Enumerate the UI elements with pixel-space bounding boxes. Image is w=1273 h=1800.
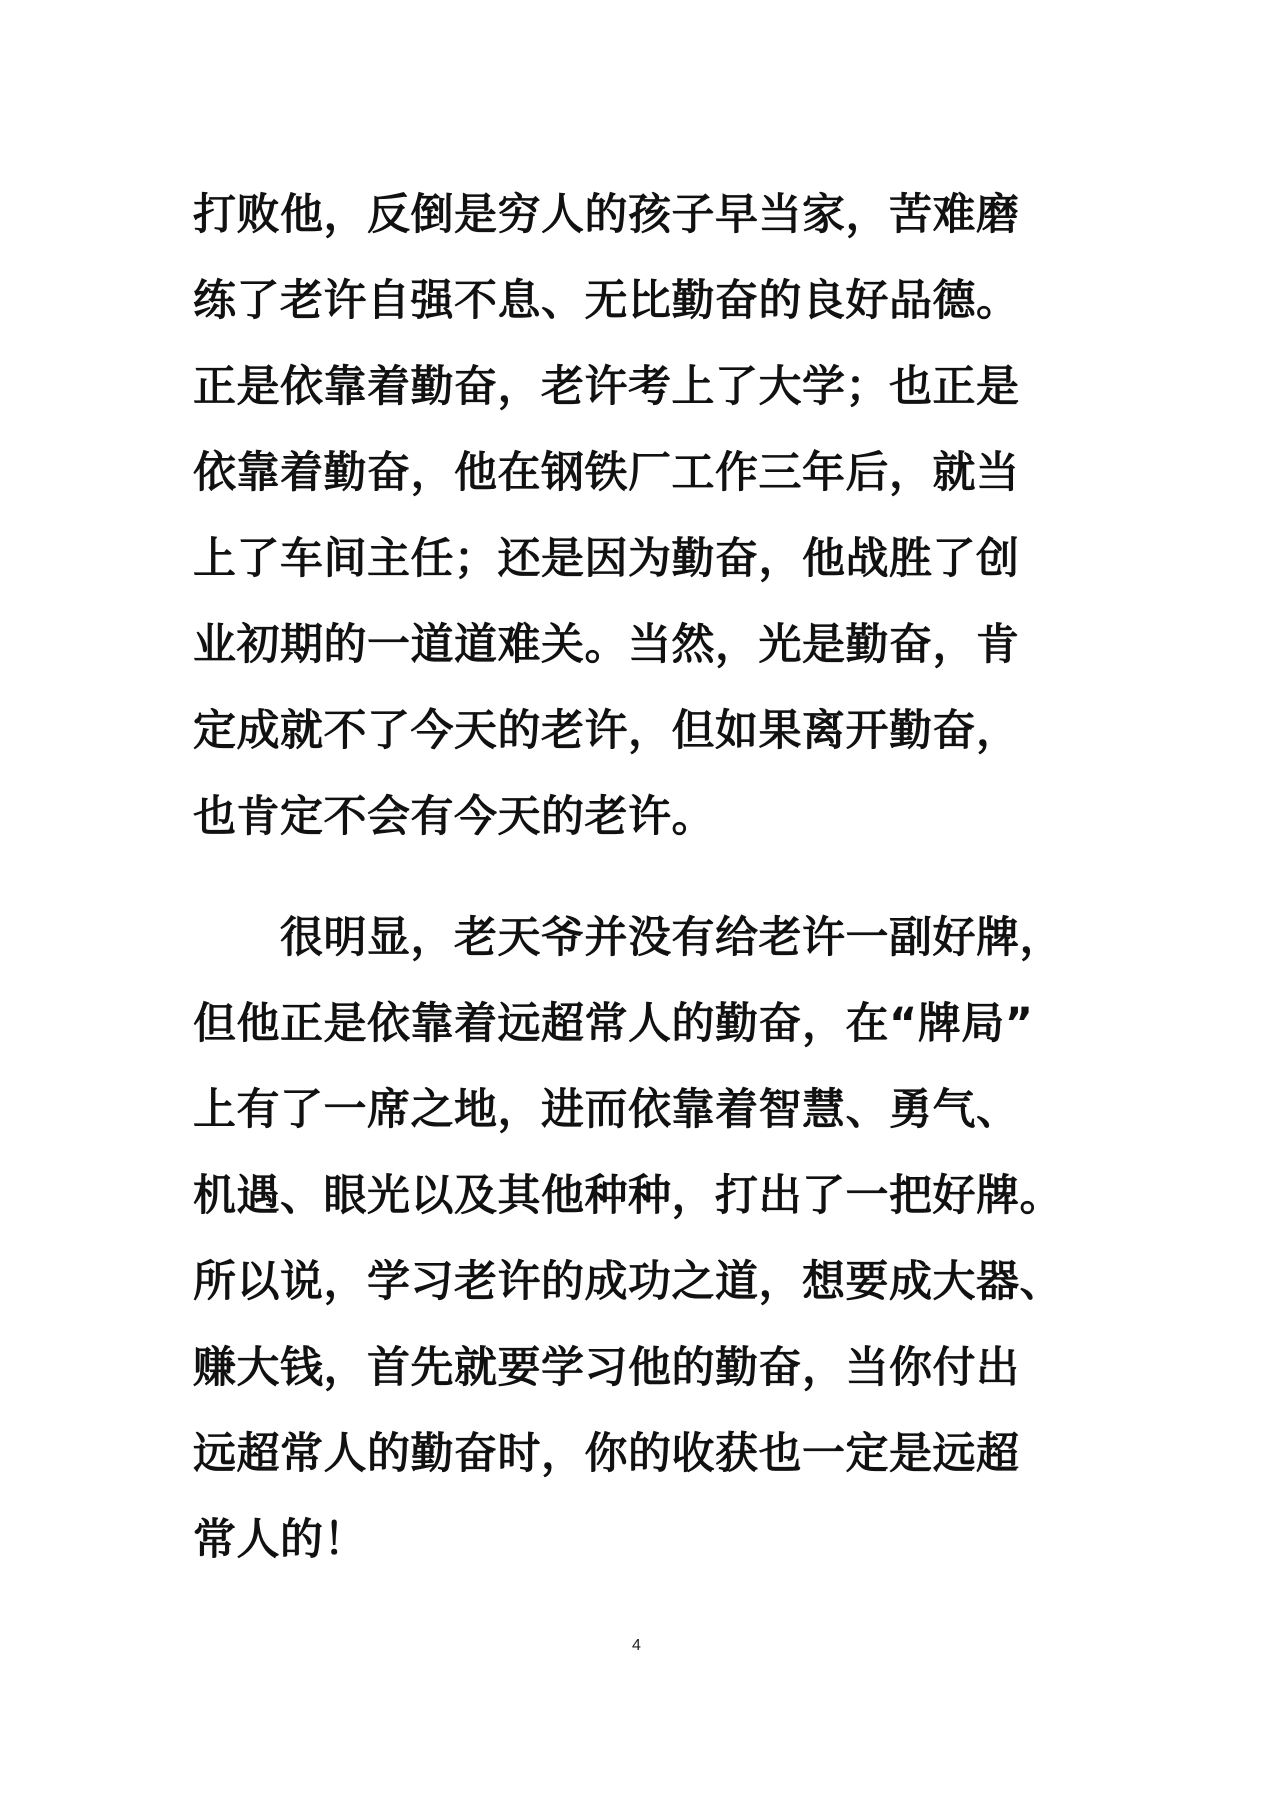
paragraph-continued	[193, 172, 1093, 860]
text-line: 上了车间主任；还是因为勤奋，他战胜了创	[193, 534, 1020, 584]
text-line: 常人的！	[193, 1515, 367, 1565]
text-line: 但他正是依靠着远超常人的勤奋，在“牌局”	[193, 999, 1034, 1049]
text-line: 正是依靠着勤奋，老许考上了大学；也正是	[193, 362, 1020, 412]
text-line: 远超常人的勤奋时，你的收获也一定是远超	[193, 1429, 1020, 1479]
text-line: 也肯定不会有今天的老许。	[193, 792, 715, 842]
text-line: 定成就不了今天的老许，但如果离开勤奋，	[193, 706, 1020, 756]
text-line: 上有了一席之地，进而依靠着智慧、勇气、	[193, 1085, 1020, 1135]
text-line: 所以说，学习老许的成功之道，想要成大器、	[193, 1257, 1063, 1307]
text-line: 赚大钱，首先就要学习他的勤奋，当你付出	[193, 1343, 1020, 1393]
paragraph-conclusion	[193, 895, 1093, 1583]
text-line: 机遇、眼光以及其他种种，打出了一把好牌。	[193, 1171, 1063, 1221]
page-number: 4	[632, 1637, 641, 1654]
text-line: 依靠着勤奋，他在钢铁厂工作三年后，就当	[193, 448, 1020, 498]
text-line: 业初期的一道道难关。当然，光是勤奋，肯	[193, 620, 1020, 670]
text-line: 练了老许自强不息、无比勤奋的良好品德。	[193, 276, 1020, 326]
text-line: 打败他，反倒是穷人的孩子早当家，苦难磨	[193, 190, 1020, 240]
text-line: 很明显，老天爷并没有给老许一副好牌，	[193, 913, 1063, 963]
